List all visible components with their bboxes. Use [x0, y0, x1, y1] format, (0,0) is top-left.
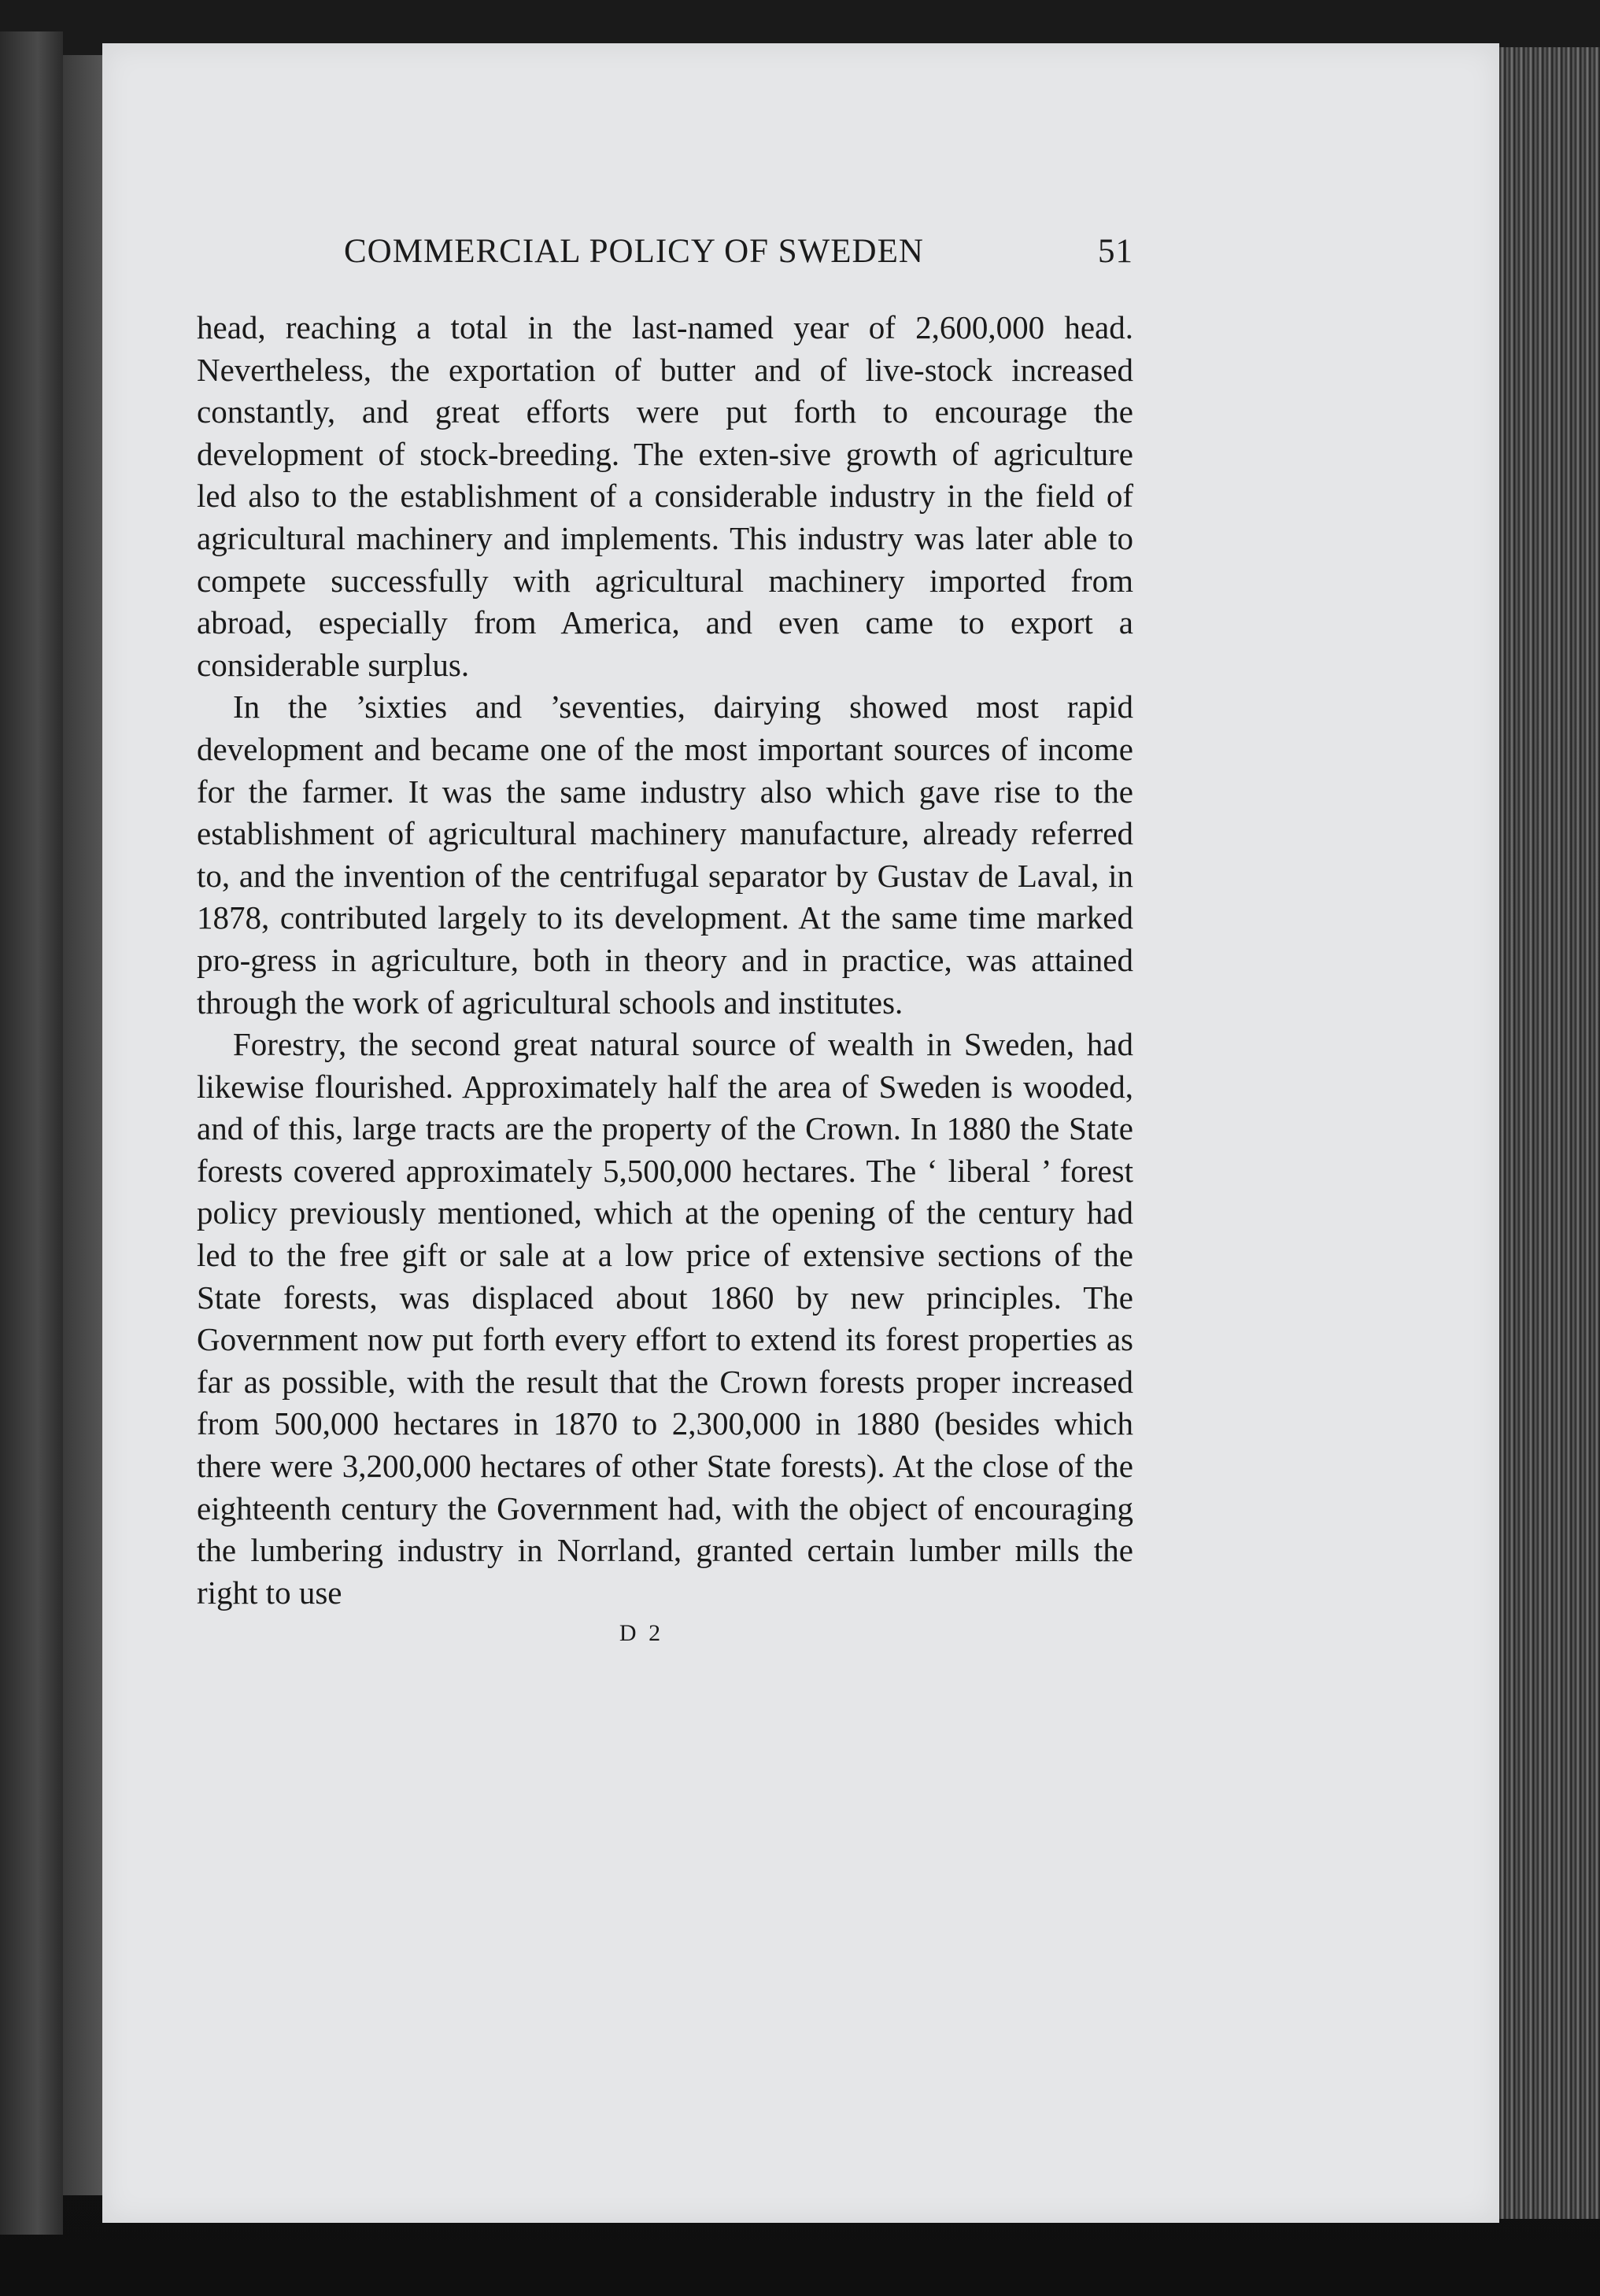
- paragraph-continued: head, reaching a total in the last-named year of 2,600,000 head. Nevertheless, the exportation of butter and of live-stock increased constantly, and great efforts were put forth to encourage the development of stock-breeding. The exten-sive growth of agriculture led also to the establishment of a considerable industry in the field of agricultural machinery and implements. This industry was later able to compete successfully with agricultural machinery imported from abroad, especially from America, and even came to export a considerable surplus.: [197, 309, 1133, 683]
- running-head-title: COMMERCIAL POLICY OF SWEDEN: [344, 233, 924, 270]
- running-head: [197, 232, 1133, 279]
- paragraph-dairying: In the ’sixties and ’seventies, dairying showed most rapid development and became one of the most important sources of income for the farmer. It was the same industry also which gave rise to the establishment of agricultural machinery manufacture, already referred to, and the invention of the centrifugal separator by Gustav de Laval, in 1878, contributed largely to its development. At the same time marked pro-gress in agriculture, both in theory and in practice, was attained through the work of agricultural schools and institutes.: [197, 688, 1133, 1021]
- book-spine-left: [0, 31, 63, 2235]
- page-stack-edge: [1495, 47, 1600, 2219]
- page-number: 51: [1098, 233, 1133, 270]
- signature-mark: D 2: [619, 1620, 664, 1647]
- body-text: [197, 307, 1133, 1614]
- paragraph-forestry: Forestry, the second great natural source of wealth in Sweden, had likewise flourished. Approximately half the area of Sweden is wooded, and of this, large tracts are the property of the Crown. In 1880 the State forests covered approximately 5,500,000 hectares. The ‘ liberal ’ forest policy previously mentioned, which at the opening of the century had led to the free gift or sale at a low price of extensive sections of the State forests, was displaced about 1860 by new principles. The Government now put forth every effort to extend its forest properties as far as possible, with the result that the Crown forests proper increased from 500,000 hectares in 1870 to 2,300,000 in 1880 (besides which there were 3,200,000 hectares of other State forests). At the close of the eighteenth century the Government had, with the object of encouraging the lumbering industry in Norrland, granted certain lumber mills the right to use: [197, 1026, 1133, 1611]
- text-block: [197, 232, 1133, 1647]
- book-page: [102, 43, 1499, 2223]
